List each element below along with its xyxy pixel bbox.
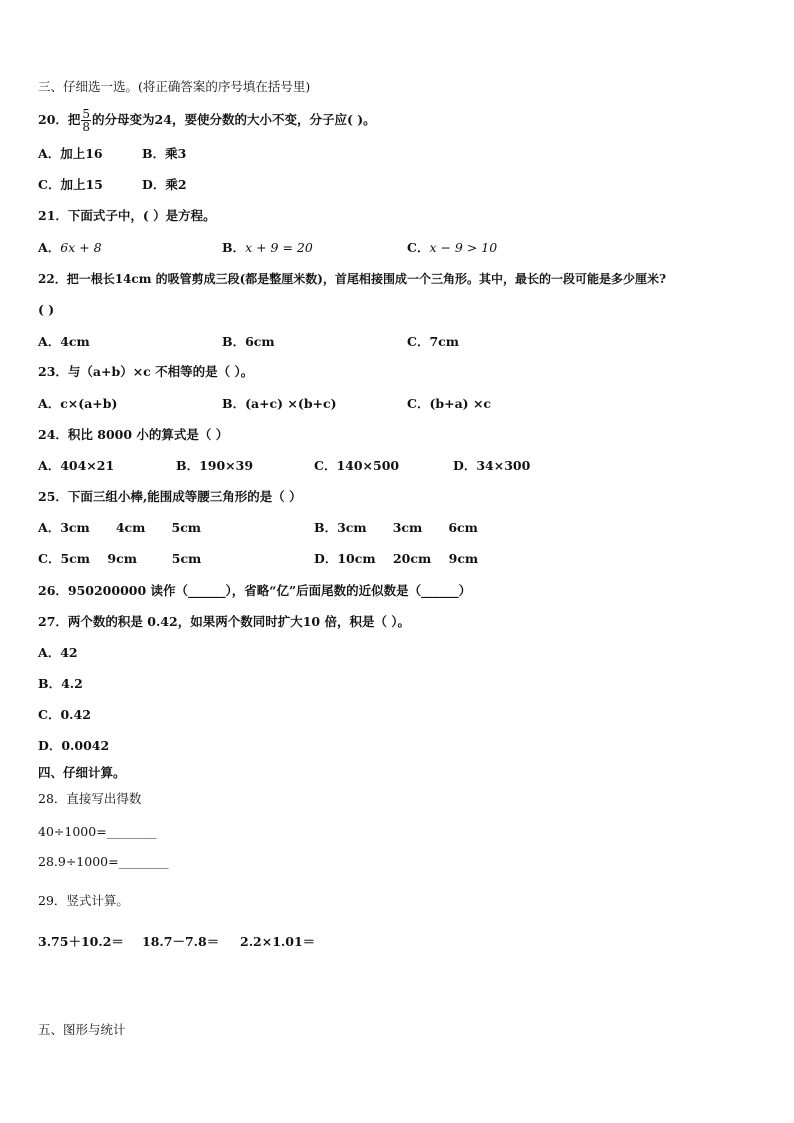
question-21: 21．下面式子中，( ）是方程。: [38, 208, 216, 223]
q25-option-c[interactable]: C．5cm 9cm 5cm: [38, 551, 202, 566]
q21-option-a-label: A．: [38, 240, 61, 255]
fraction-five-eighths: [81, 108, 91, 133]
question-23: 23．与（a+b）×c 不相等的是（ ）。: [38, 364, 254, 379]
q29-item-1[interactable]: 3.75＋10.2＝: [38, 934, 124, 949]
q27-option-a[interactable]: A．42: [38, 645, 78, 660]
question-20-prefix: 20．把: [38, 112, 81, 127]
q27-option-d[interactable]: D．0.0042: [38, 738, 110, 753]
q25-option-a[interactable]: A．3cm 4cm 5cm: [38, 520, 202, 535]
q29-item-3[interactable]: 2.2×1.01＝: [240, 934, 316, 949]
q28-item-2[interactable]: 28.9÷1000=________: [38, 854, 169, 869]
q21-option-b-label: B．: [222, 240, 246, 255]
question-28: 28．直接写出得数: [38, 791, 142, 806]
q24-option-c[interactable]: C．140×500: [314, 458, 400, 473]
q21-option-a-expr: 6x + 8: [60, 240, 102, 255]
question-29: 29．竖式计算。: [38, 893, 129, 908]
q25-option-b[interactable]: B．3cm 3cm 6cm: [314, 520, 478, 535]
question-27: 27．两个数的积是 0.42，如果两个数同时扩大10 倍，积是（ ）。: [38, 614, 411, 629]
q29-item-2[interactable]: 18.7－7.8＝: [142, 934, 220, 949]
q23-option-b[interactable]: B．(a+c) ×(b+c): [222, 396, 337, 411]
q23-option-c[interactable]: C．(b+a) ×c: [407, 396, 492, 411]
q25-option-d[interactable]: D．10cm 20cm 9cm: [314, 551, 479, 566]
q21-option-c-expr: x − 9 > 10: [429, 240, 498, 255]
q24-option-d[interactable]: D．34×300: [453, 458, 531, 473]
q24-option-b[interactable]: B．190×39: [176, 458, 254, 473]
question-25: 25．下面三组小棒,能围成等腰三角形的是（ ）: [38, 489, 302, 504]
q20-option-a[interactable]: A．加上16: [38, 146, 103, 161]
question-22: 22．把一根长14cm 的吸管剪成三段(都是整厘米数)，首尾相接围成一个三角形。其中，最长的一段可能是多少厘米?: [38, 272, 666, 286]
q27-option-b[interactable]: B．4.2: [38, 676, 83, 691]
question-20: [38, 108, 376, 133]
question-24: 24．积比 8000 小的算式是（ ）: [38, 427, 229, 442]
q22-option-a[interactable]: A．4cm: [38, 334, 90, 349]
q20-option-d[interactable]: D．乘2: [142, 177, 187, 192]
question-20-suffix: 的分母变为24，要使分数的大小不变，分子应( )。: [92, 112, 376, 127]
q24-option-a[interactable]: A．404×21: [38, 458, 115, 473]
q20-option-c[interactable]: C．加上15: [38, 177, 103, 192]
q23-option-a[interactable]: A．c×(a+b): [38, 396, 118, 411]
q21-option-c[interactable]: [407, 240, 497, 256]
section-4-title: 四、仔细计算。: [38, 765, 126, 780]
q20-option-b[interactable]: B．乘3: [142, 146, 187, 161]
q21-option-b[interactable]: [222, 240, 313, 256]
question-26: 26．950200000 读作（______），省略“亿”后面尾数的近似数是（______）: [38, 583, 472, 598]
section-3-title: 三、仔细选一选。(将正确答案的序号填在括号里): [38, 79, 311, 94]
section-5-title: 五、图形与统计: [38, 1022, 126, 1037]
q21-option-a[interactable]: [38, 240, 102, 256]
q21-option-b-expr: x + 9 = 20: [245, 240, 313, 255]
q22-option-c[interactable]: C．7cm: [407, 334, 459, 349]
q22-option-b[interactable]: B．6cm: [222, 334, 275, 349]
q28-item-1[interactable]: 40÷1000=________: [38, 824, 157, 839]
q22-answer-blank[interactable]: ( ): [38, 302, 55, 317]
fraction-denominator: 8: [82, 120, 91, 134]
fraction-numerator: 5: [82, 107, 91, 121]
q21-option-c-label: C．: [407, 240, 430, 255]
q27-option-c[interactable]: C．0.42: [38, 707, 91, 722]
